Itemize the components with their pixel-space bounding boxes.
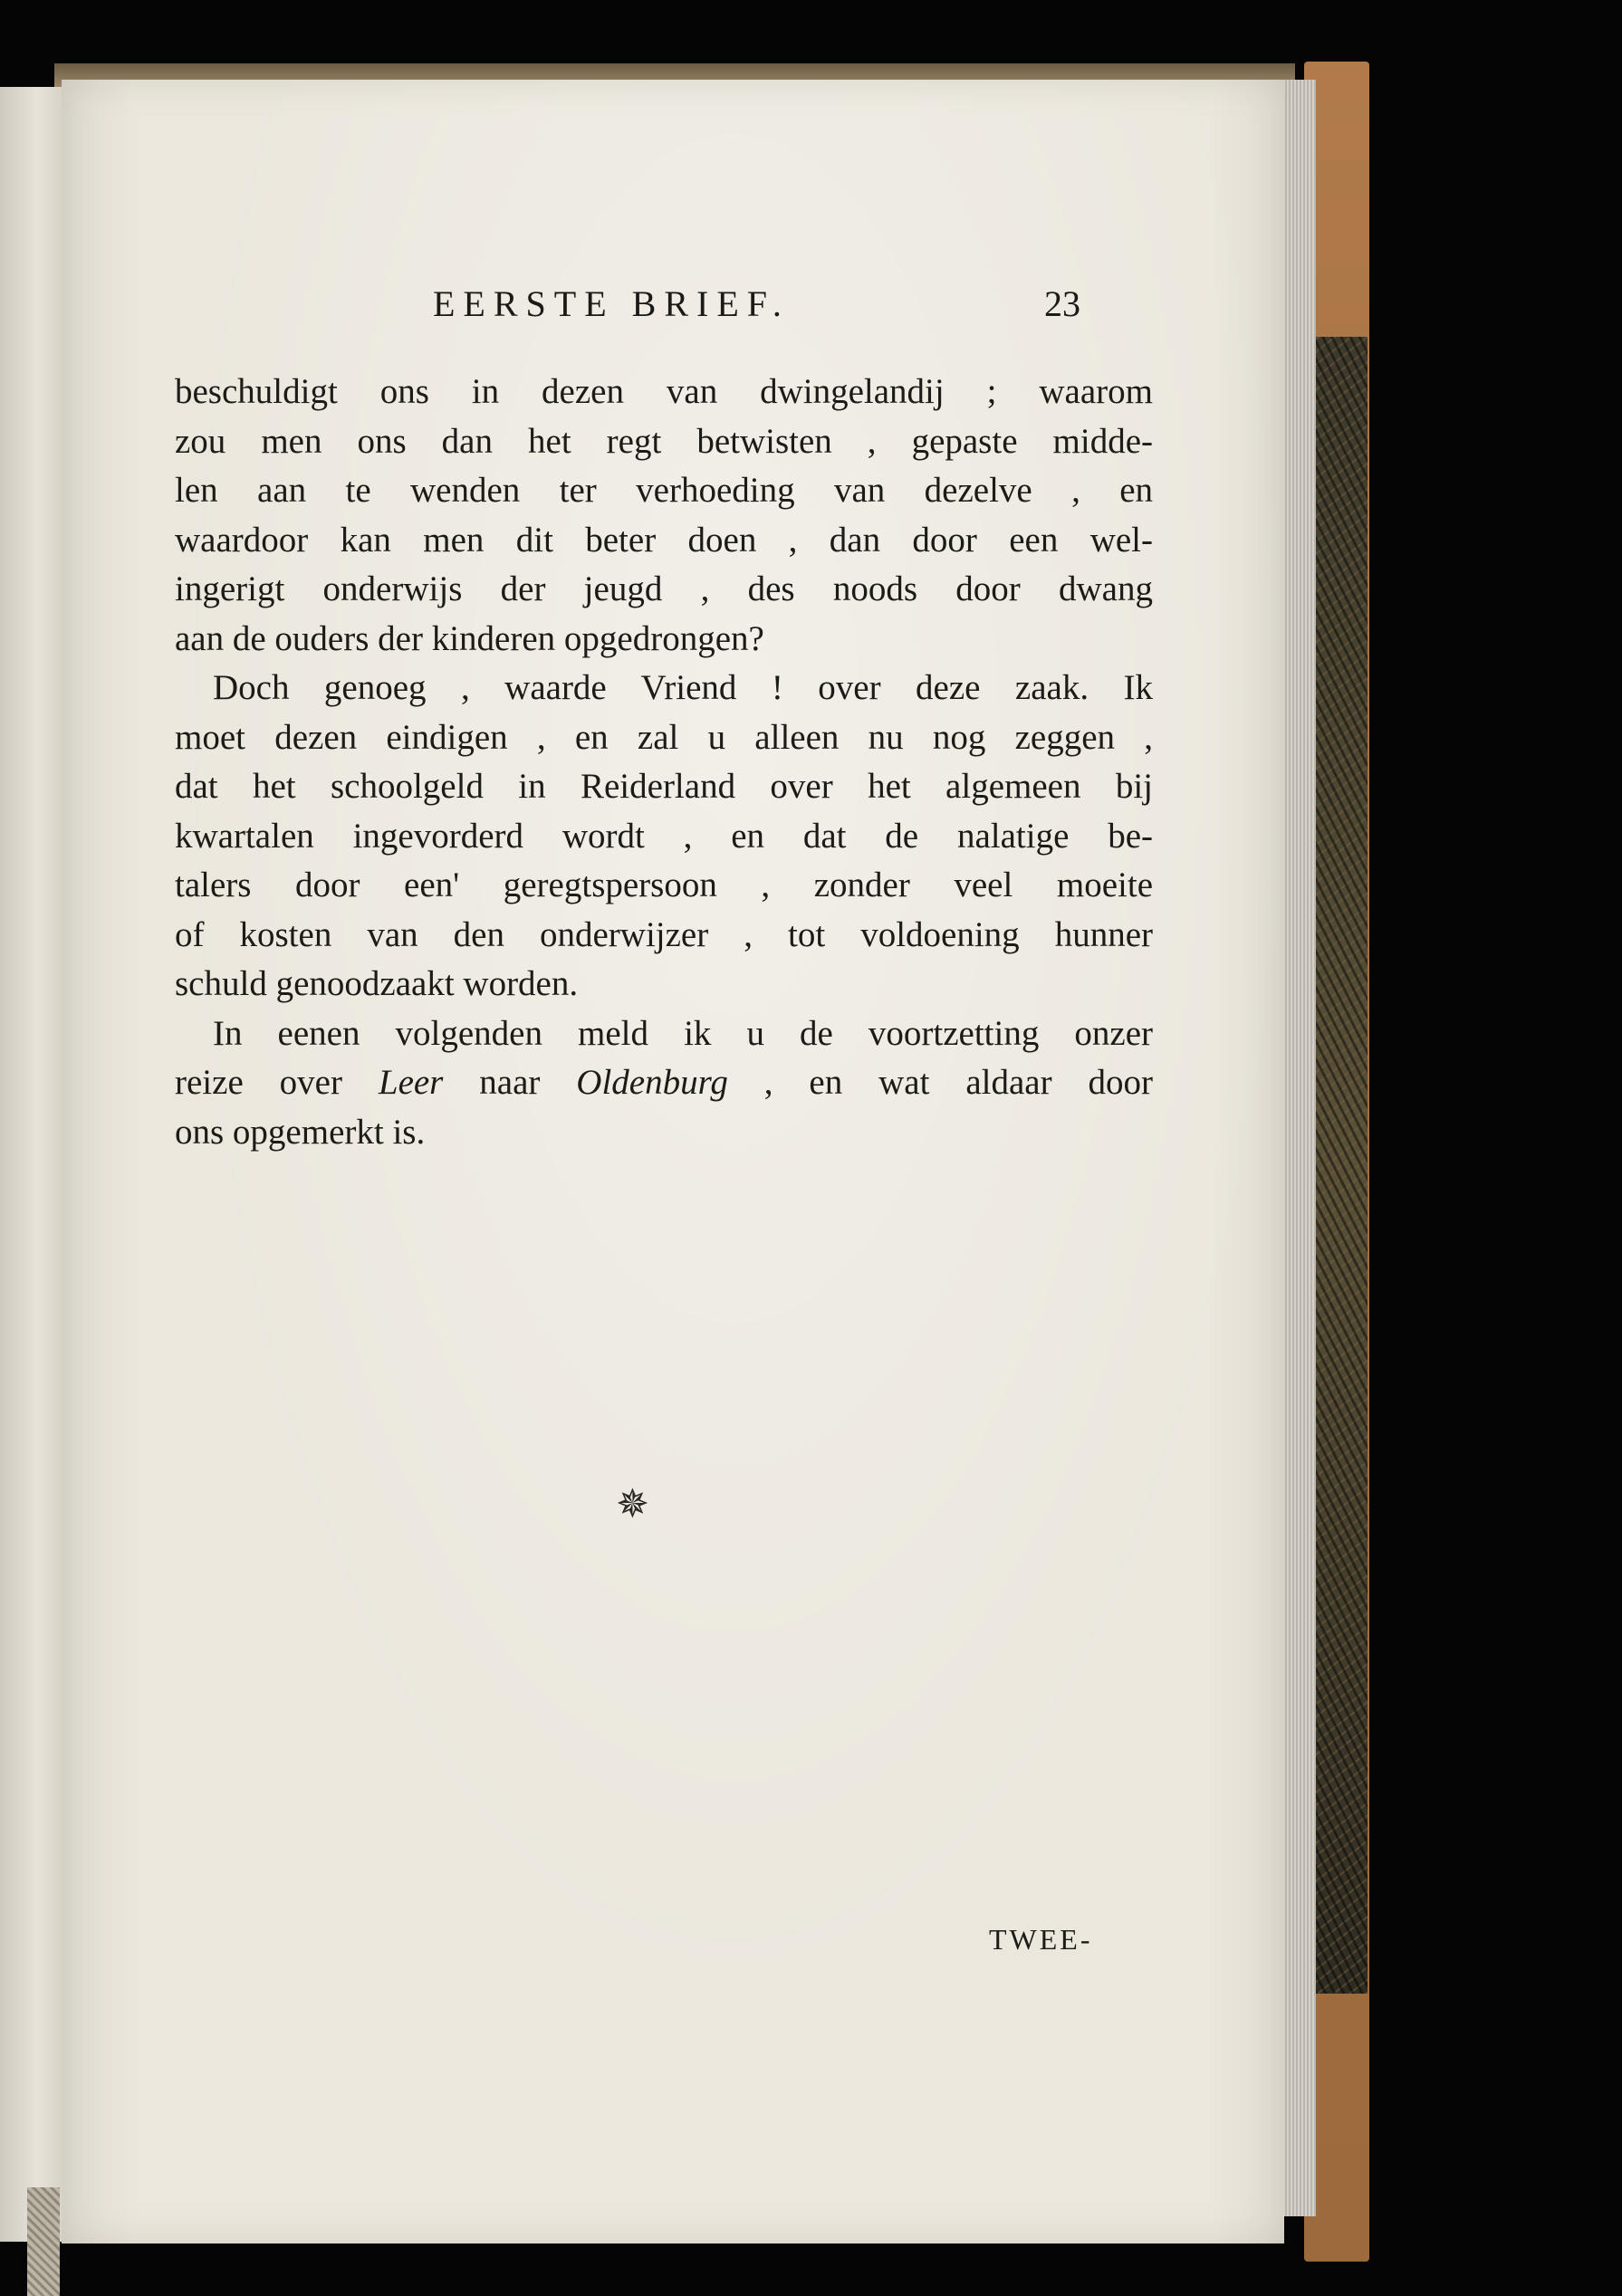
text-line: Doch genoeg , waarde Vriend ! over deze zaak. Ik [213,668,1153,707]
text-line: len aan te wenden ter verhoeding van dezelve , en [175,471,1153,510]
text-line: zou men ons dan het regt betwisten , gepaste midde- [175,421,1153,461]
bookmark-ribbon [27,2187,60,2296]
text-line: ingerigt onderwijs der jeugd , des noods door dwang [175,569,1153,608]
text-line: talers door een' geregtspersoon , zonder veel moeite [175,866,1153,904]
marbled-endpaper [1315,337,1368,1994]
text-line: kwartalen ingevorderd wordt , en dat de nalatige be- [175,816,1153,856]
body-text [175,368,1153,1157]
text-line: aan de ouders der kinderen opgedrongen? [175,618,764,658]
ornament-star-icon: ✵ [616,1481,649,1527]
text-line: moet dezen eindigen , en zal u alleen nu nog zeggen , [175,717,1153,757]
left-page [0,87,63,2242]
text-line: In eenen volgenden meld ik u de voortzetting onzer [213,1013,1153,1053]
running-title: EERSTE BRIEF. [433,283,790,324]
text-line: reize over Leer naar Oldenburg , en wat aldaar door [175,1063,1153,1102]
text-line: of kosten van den onderwijzer , tot voldoening hunner [175,914,1153,954]
book-page [62,80,1284,2243]
text-line: beschuldigt ons in dezen van dwingelandij ; waarom [175,372,1153,411]
text-line: schuld genoodzaakt worden. [175,964,579,1003]
page-block-edge [1279,80,1316,2216]
catchword: TWEE- [989,1923,1093,1956]
text-line: waardoor kan men dit beter doen , dan door een wel- [175,520,1153,560]
running-head [62,282,1284,337]
text-line: dat het schoolgeld in Reiderland over het algemeen bij [175,767,1153,806]
text-line: ons opgemerkt is. [175,1112,426,1152]
page-number: 23 [1044,283,1080,324]
